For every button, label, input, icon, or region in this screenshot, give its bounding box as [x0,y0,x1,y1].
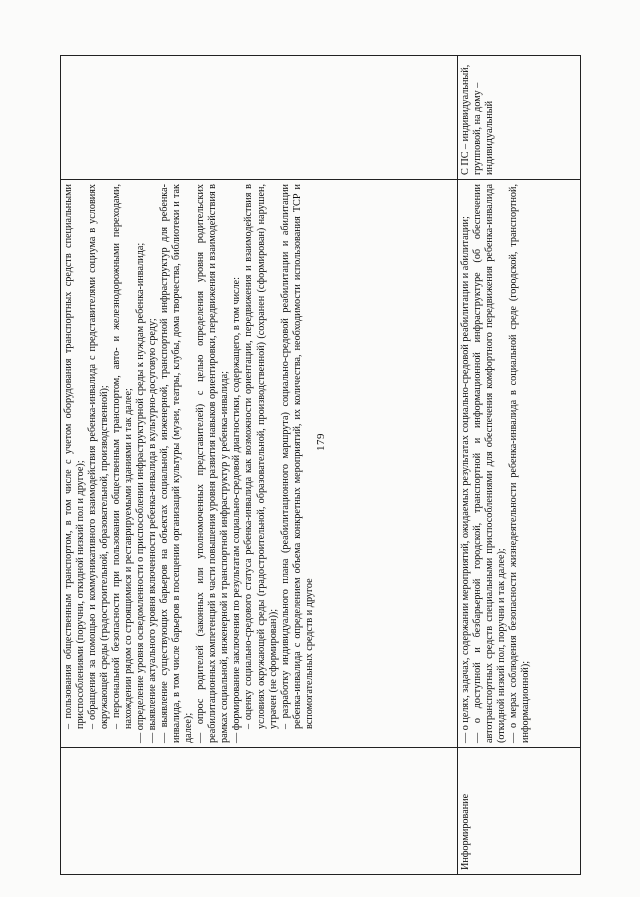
row2-items [460,184,532,743]
rehab-table [60,55,581,875]
list-item: — выявление актуального уровня включенности ребенка-инвалида в культурно-досуговую среду; [147,318,159,743]
rotated-table-wrapper [60,55,580,875]
row1-items [63,184,316,743]
row1-col1-cell [61,748,458,875]
list-item: — опрос родителей (законных или уполномоченных представителей) с целью определения уровня родительских реабилитационных компетенций в части повышения уровня развития навыков ориентировки, передвижения и взаимодействия в рамках социальной, инженерной и транспортной инфраструктур у ребенка-инвалида; [195,184,231,743]
row2-content-cell [458,180,581,748]
sub-list-item: – обращения за помощью и коммуникативного взаимодействия ребенка-инвалида с представителями социума в условиях окружающей среды (градостроительной, образовательной, производственной); [87,184,111,729]
row1-col3-cell [61,56,458,180]
list-item: — о мерах соблюдения безопасности жизнедеятельности ребенка-инвалида в социальной среде (городской, транспортной, информационной); [508,184,532,743]
page-number: 179 [315,433,327,451]
list-item: — о доступной и безбарьерной городской, транспортной и информационной инфраструктуре (об обеспечении автотранспортных средств специальными приспособлениями для обеспечения комфортного передвижения ребенка-инвалида (откидной низкий пол, поручни и так далее); [472,184,508,743]
sub-list-item: – разработку индивидуального плана (реабилитационного маршрута) социально-средовой реабилитации и абилитации ребенка-инвалида с определением объема конкретных мероприятий, их количества, необходимости использования ТСР и вспомогательных средств и другое [279,184,315,729]
service-name-cell: Информирование [458,748,581,875]
list-item: — выявление существующих барьеров на объектах социальной, инженерной, транспортной инфраструктур для ребенка-инвалида, в том числе барьеров в посещении организаций культуры (музеи, театры, клубы, дома творчества, библиотеки и так далее); [159,184,195,743]
list-item: — о целях, задачах, содержании мероприятий, ожидаемых результатах социально-средовой реабилитации и абилитации; [460,216,471,743]
sub-list-item: – персональной безопасности при пользовании общественным транспортом, авто- и железнодорожными переходами, нахождении рядом со строящимися и реставрируемыми зданиями и так далее; [111,184,135,729]
sub-list-item: – пользования общественным транспортом, в том числе с учетом оборудования транспортных средств специальными приспособлениями (поручни, откидной низкий пол и другое); [63,184,87,729]
list-item: — определение уровня осведомленности о приспособлении инфраструктурной среды к нуждам ребенка-инвалида; [135,242,147,743]
form-of-service-cell: С ПС – индивидуальный, групповой, на дому – индивидуальный [458,56,581,180]
sub-list-item: – оценку социально-средового статуса ребенка-инвалида как возможности ориентации, передвижения и взаимодействия в условиях окружающей среды (градостроительной, образовательной, производственной) (сохранен (сформирован) нарушен, утрачен (не сформирован)); [243,184,279,729]
table-row [458,56,581,875]
row1-content-cell [61,180,458,748]
table-row [61,56,458,875]
list-item: — формирование заключения по результатам социально-средовой диагностики, содержащего, в том числе: [231,277,243,743]
